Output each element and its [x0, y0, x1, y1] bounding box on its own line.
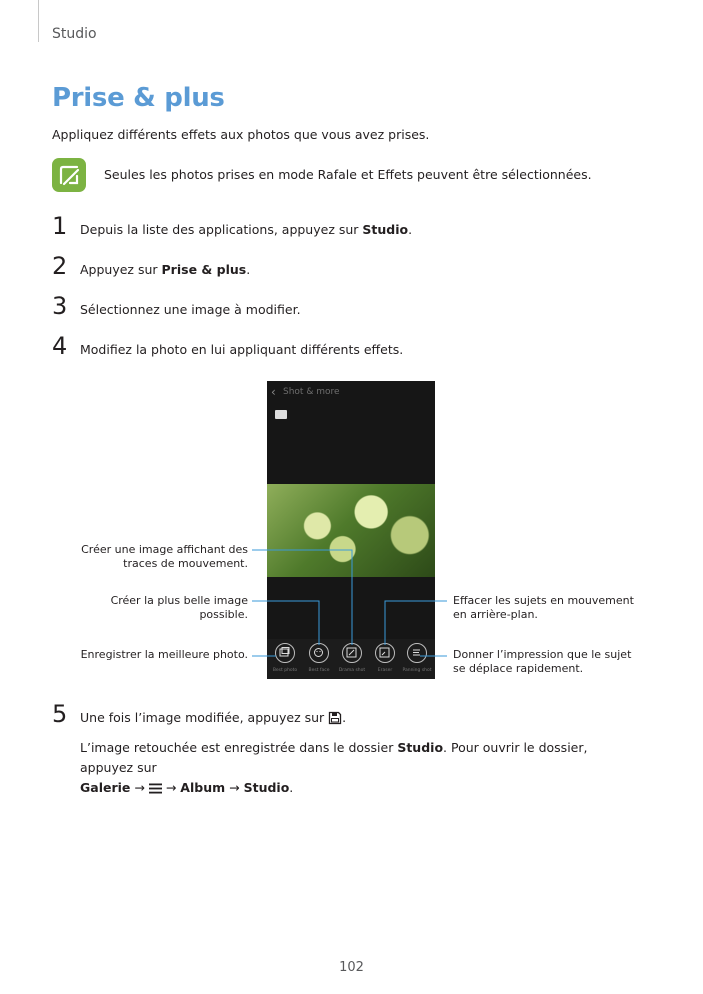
- step-number: 5: [52, 700, 68, 728]
- step-text: Une fois l’image modifiée, appuyez sur: [80, 710, 325, 725]
- arrow-icon: →: [134, 780, 145, 795]
- app-title: Shot & more: [283, 387, 340, 397]
- para-end: .: [289, 780, 294, 795]
- para-bold: Studio: [243, 780, 290, 795]
- save-icon: [328, 711, 342, 725]
- para-bold: Studio: [397, 740, 444, 755]
- page-title: Prise & plus: [52, 83, 225, 113]
- step-end: .: [408, 222, 413, 237]
- mode-label: Drama shot: [338, 668, 366, 673]
- callout-panning-shot: Donner l’impression que le sujet se déplace rapidement.: [453, 648, 632, 675]
- para-text: L’image retouchée est enregistrée dans le dossier: [80, 740, 398, 755]
- step-text: Sélectionnez une image à modifier.: [80, 302, 301, 317]
- step-bold: Studio: [362, 222, 409, 237]
- step-end: .: [342, 710, 347, 725]
- menu-icon: [149, 783, 162, 794]
- callout-best-photo: Enregistrer la meilleure photo.: [80, 648, 248, 661]
- callout-eraser: Effacer les sujets en mouvement en arrière-plan.: [453, 594, 634, 621]
- mode-label: Eraser: [377, 668, 393, 673]
- arrow-icon: →: [229, 780, 240, 795]
- mode-label: Panning shot: [402, 668, 432, 673]
- mode-label: Best photo: [272, 668, 298, 673]
- para-bold: Album: [180, 780, 226, 795]
- para-text: . Pour ouvrir le dossier, appuyez sur: [80, 740, 588, 775]
- step-bold: Prise & plus: [161, 262, 247, 277]
- step-text: Depuis la liste des applications, appuyez sur: [80, 222, 363, 237]
- note-text: Seules les photos prises en mode Rafale et Effets peuvent être sélectionnées.: [104, 167, 592, 182]
- mode-label: Best face: [308, 668, 330, 673]
- step-number: 1: [52, 212, 68, 240]
- step-number: 3: [52, 292, 68, 320]
- step-number: 4: [52, 332, 68, 360]
- page-number: 102: [339, 960, 364, 975]
- step5-paragraph: [80, 738, 640, 798]
- step-text: Modifiez la photo en lui appliquant différents effets.: [80, 342, 404, 357]
- step-number: 2: [52, 252, 68, 280]
- step-text: Appuyez sur: [80, 262, 162, 277]
- section-header: Studio: [52, 26, 97, 42]
- intro-text: Appliquez différents effets aux photos que vous avez prises.: [52, 127, 430, 142]
- callout-best-face: Créer la plus belle image possible.: [110, 594, 248, 621]
- step-end: .: [246, 262, 251, 277]
- para-bold: Galerie: [80, 780, 131, 795]
- back-icon[interactable]: ‹: [271, 385, 276, 399]
- arrow-icon: →: [165, 780, 177, 795]
- callout-drama-shot: Créer une image affichant des traces de mouvement.: [81, 543, 248, 570]
